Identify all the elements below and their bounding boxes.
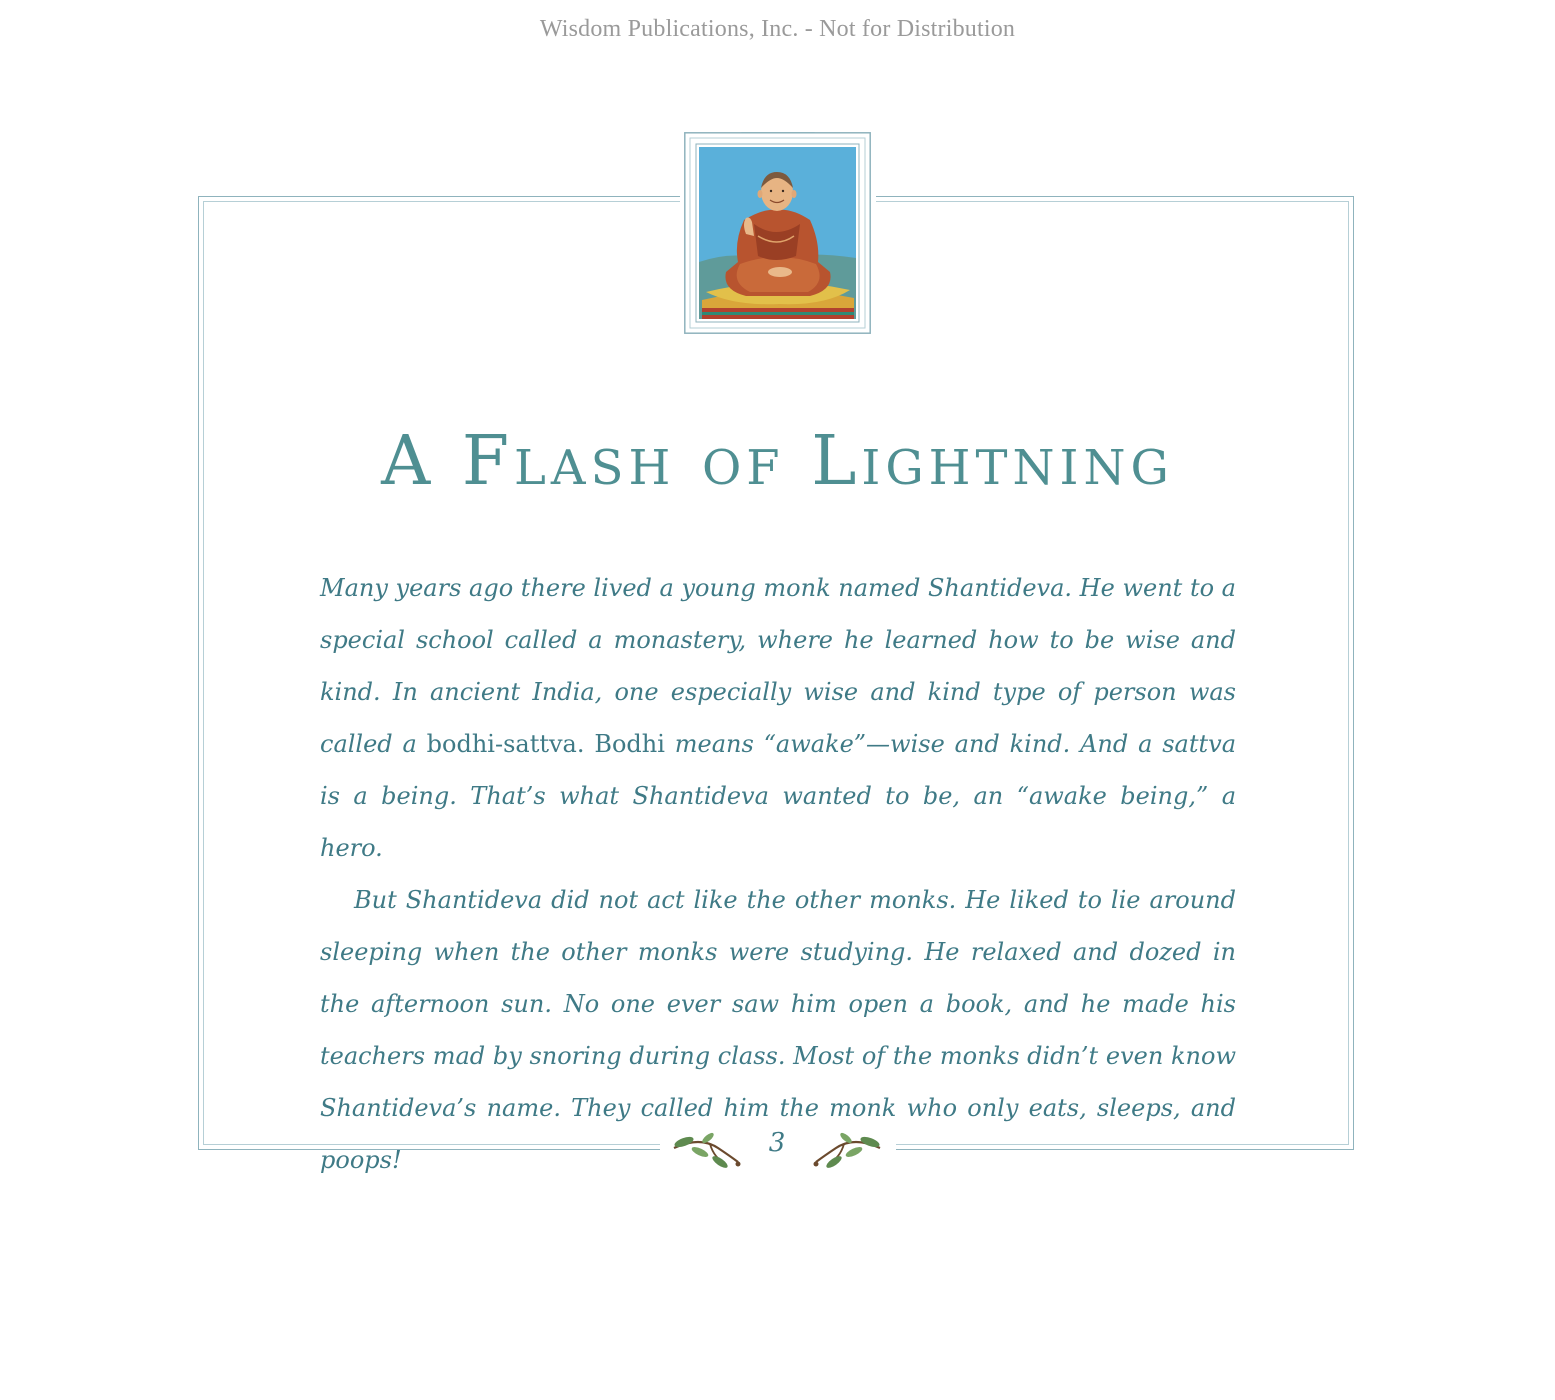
paragraph-1 <box>320 562 1236 874</box>
bodhisattva-term: bodhi-sattva. Bodhi <box>426 730 665 758</box>
story-text <box>320 562 1236 1186</box>
vine-right-icon <box>812 1128 884 1172</box>
paragraph-1-end: means “awake”—wise and kind. And a sattva is a being. That’s what Shantideva wanted to be, an “awake being,” a hero. <box>320 730 1237 862</box>
monk-portrait <box>684 132 871 334</box>
paragraph-2: But Shantideva did not act like the other monks. He liked to lie around sleeping when the other monks were studying. He relaxed and dozed in the afternoon sun. No one ever saw him open a book, and he made his teachers mad by snoring during class. Most of the monks didn’t even know Shantideva’s name. They called him the monk who only eats, sleeps, and poops! <box>320 886 1236 1174</box>
page-number: 3 <box>768 1128 786 1158</box>
vine-left-icon <box>670 1128 742 1172</box>
paragraph-1-start: Many years ago there lived a young monk named Shantideva. He went to a special school called a monastery, where he learned how to be wise and kind. In ancient India, one especially wise and kind type of person was called a <box>320 574 1236 758</box>
chapter-title: A Flash of Lightning <box>381 422 1174 501</box>
header-note: Wisdom Publications, Inc. - Not for Distribution <box>539 16 1016 42</box>
